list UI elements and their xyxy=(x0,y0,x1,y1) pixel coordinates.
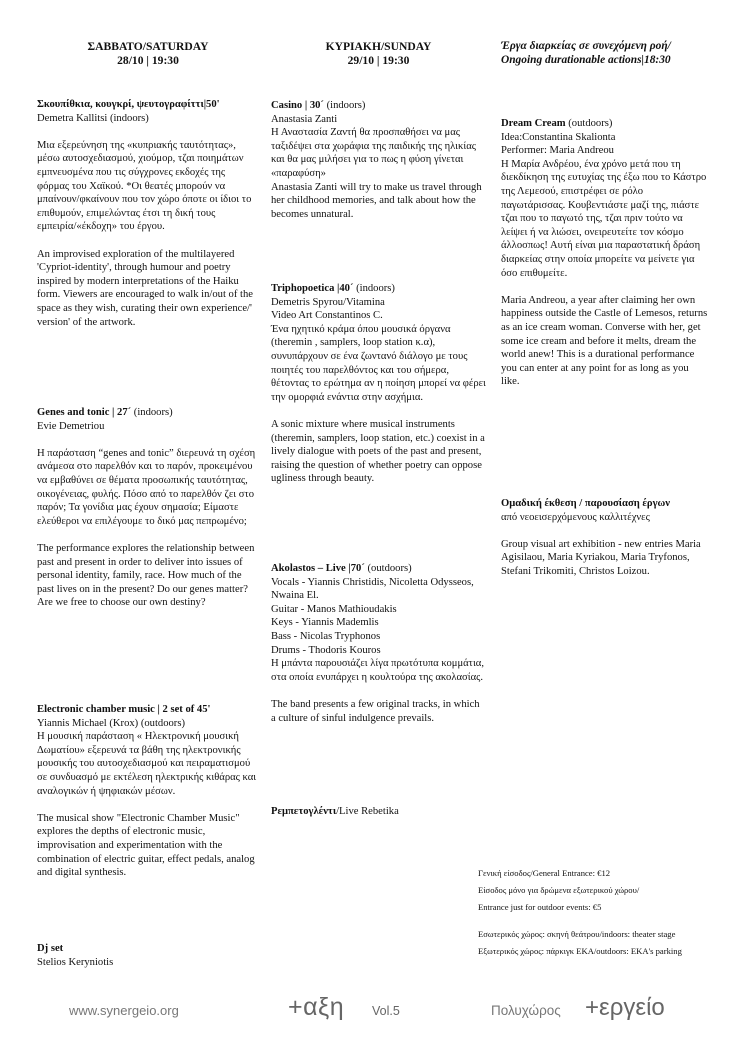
lineup-vocals: Vocals - Yiannis Christidis, Nicoletta Odysseos, Nwaina El. xyxy=(271,576,474,602)
event-rebetika xyxy=(271,805,486,819)
event-description-greek: Η μπάντα παρουσιάζει λίγα πρωτότυπα κομμάτια, στα οποία ενυπάρχει η κουλτούρα της ακολασίας. xyxy=(271,658,484,683)
event-description-english: The performance explores the relationship between past and present in order to deliver into issues of personal identity, family, race. How much of the past lives on in the present? Do our genes matter? Are we free to choose our own destiny? xyxy=(37,542,255,609)
event-description-greek: Ένα ηχητικό κράμα όπου μουσικά όργανα (theremin , samplers, loop station κ.α), συνυπάρχουν σε ένα ζωντανό διάλογο με τους ποιητές του παρελθόντος και του σήμερα, θέτοντας το ερώτημα αν η ποίηση μπορεί να φέρει την ομορφιά ενάντια στην ασχήμια. xyxy=(271,323,486,403)
lineup-guitar: Guitar - Manos Mathioudakis xyxy=(271,603,397,615)
praxi-logo: +αξη xyxy=(288,993,345,1021)
ongoing-heading: Έργα διαρκείας σε συνεχόμενη ροή/ Ongoing durationable actions|18:30 xyxy=(501,40,671,66)
event-subtitle: από νεοεισερχόμενους καλλιτέχνες xyxy=(501,511,650,523)
outdoor-entrance-price: Entrance just for outdoor events: €5 xyxy=(478,902,602,912)
event-title: Dj set xyxy=(37,943,64,954)
event-description-english: A sonic mixture where musical instruments (theremin, samplers, loop station, etc.) coexist in a lively dialogue with poets of the past and present, raising the question of whether poetry can oppose ugliness through beauty. xyxy=(271,418,485,485)
lineup-bass: Bass - Nicolas Tryphonos xyxy=(271,630,381,642)
event-akolastos-live xyxy=(271,562,486,725)
event-title: Genes and tonic | 27´ (indoors) xyxy=(37,407,173,418)
saturday-column xyxy=(37,40,259,968)
ongoing-column xyxy=(501,40,709,577)
event-title: Σκουπίθκια, κουγκρί, ψευτογραφίττι|50' xyxy=(37,99,220,110)
ticket-info xyxy=(478,865,718,960)
lineup-drums: Drums - Thodoris Kouros xyxy=(271,644,381,656)
event-performer: Anastasia Zanti xyxy=(271,113,338,125)
event-video-art: Video Art Constantinos C. xyxy=(271,310,383,322)
event-title: Triphopoetica |40´ (indoors) xyxy=(271,283,395,294)
event-performer: Stelios Keryniotis xyxy=(37,956,114,968)
saturday-date: 28/10 | 19:30 xyxy=(117,54,179,67)
event-description-greek: Η Μαρία Ανδρέου, ένα χρόνο μετά που τη διεκδίκηση της ευτυχίας της έξω που το Κάστρο της Λεμεσού, επιστρέφει σε ρόλο παγωτάρισσας. Κουβεντιάστε μαζί της, πιάστε τζαι που το παγωτό της, τζαι πριν τούτο να λείψει ή να λιώσει, ονειρευτείτε τον κόσμο άλλοσπως! Αυτή είναι μια παραστατική δράση διαρκείας στην οποία μπορείτε να μείνετε για όσο επιθυμείτε. xyxy=(501,158,707,279)
event-casino xyxy=(271,99,486,221)
event-dj-set xyxy=(37,942,259,969)
event-title: Akolastos – Live |70´ (outdoors) xyxy=(271,563,412,574)
event-description-greek: Μια εξερεύνηση της «κυπριακής ταυτότητας», μέσω αυτοσχεδιασμού, χιούμορ, τζαι ποιημάτων εμπνευσμένα που τις σύγχρονες εκδοχές της φόρμας του Χαϊκού. *Οι θεατές μπορούν να μπαίνουν/φκαίνουν που τον χώρο όποτε οι ίδιοι το επιθυμούν, επιμελώντας έτσι τη δική τους εμπειρία/«έκδοχη» του έργου. xyxy=(37,139,252,233)
event-description-english: An improvised exploration of the multilayered 'Cypriot-identity', through humour and poetry inspired by modern interpretations of the Haiku form. Viewers are encouraged to walk in/out of the space as they wish, curating their own experience/' version' of the artwork. xyxy=(37,248,253,328)
outdoor-venue-note: Εξωτερικός χώρος: πάρκιγκ ΕΚΑ/outdoors: EKA's parking xyxy=(478,946,682,956)
event-description-greek: Η Αναστασία Ζαντή θα προσπαθήσει να μας ταξιδέψει στα χωράφια της παιδικής της ηλικίας και θα μας μιλήσει για το πως η φύση γίνεται «παραφύση» xyxy=(271,127,476,179)
general-entrance-price: Γενική είσοδος/General Entrance: €12 xyxy=(478,868,611,878)
volume-label: Vol.5 xyxy=(372,1004,400,1018)
event-performer: Evie Demetriou xyxy=(37,420,105,432)
event-electronic-chamber-music xyxy=(37,703,259,880)
event-description-greek: Η μουσική παράσταση « Ηλεκτρονική μουσική Δωματίου» εξερευνά τα βάθη της ηλεκτρονικής μουσικής του αυτοσχεδιασμού και πειραματισμού σε συνδυασμό με εκτέλεση ηλεκτρικής κιθάρας και αναλογικών ή ψηφιακών μέσων. xyxy=(37,731,257,797)
event-title: Dream Cream (outdoors) xyxy=(501,118,613,129)
event-performer: Demetris Spyrou/Vitamina xyxy=(271,296,385,308)
event-idea: Idea:Constantina Skalionta xyxy=(501,131,616,143)
event-genes-and-tonic xyxy=(37,406,259,610)
website-link[interactable]: www.synergeio.org xyxy=(69,1003,179,1018)
sunday-column xyxy=(271,40,486,817)
indoor-venue-note: Εσωτερικός χώρος: σκηνή θεάτρου/indoors: theater stage xyxy=(478,929,676,939)
event-group-exhibition xyxy=(501,497,709,579)
lineup-keys: Keys - Yiannis Mademlis xyxy=(271,617,379,629)
event-performer: Demetra Kallitsi (indoors) xyxy=(37,112,149,124)
venue-label: Πολυχώρος xyxy=(491,1003,561,1018)
event-title: Ομαδική έκθεση / παρουσίαση έργων xyxy=(501,498,671,509)
event-title: Electronic chamber music | 2 set of 45' xyxy=(37,704,211,715)
event-description-greek: Η παράσταση “genes and tonic” διερευνά τη σχέση ανάμεσα στο παρελθόν και το παρόν, προκειμένου να εμβαθύνει σε θέματα προσωπικής ταυτότητας, οικογένειας, φυλής. Πόσο από το παρελθόν ζει στο παρόν; Τα γονίδια μας έχουν σημασία; Είμαστε ελεύθεροι να επιλέγουμε το δικό μας πεπρωμένο; xyxy=(37,447,256,527)
event-skoupithkia xyxy=(37,98,259,329)
sunday-date: 29/10 | 19:30 xyxy=(347,54,410,67)
outdoor-entrance-label: Είσοδος μόνο για δρώμενα εξωτερικού χώρου/ xyxy=(478,885,640,895)
event-description-english: Anastasia Zanti will try to make us travel through her childhood memories, and talk about how the becomes unnatural. xyxy=(271,181,482,220)
saturday-heading: ΣΑΒΒΑΤΟ/SATURDAY xyxy=(87,40,209,53)
event-description-english: Group visual art exhibition - new entries Maria Agisilaou, Maria Kyriakou, Maria Tryfonos, Stefani Trikomiti, Christos Loizou. xyxy=(501,538,701,577)
event-description-english: The band presents a few original tracks, in which a culture of sinful indulgence prevails. xyxy=(271,698,480,724)
event-triphopoetica xyxy=(271,282,486,486)
event-dream-cream xyxy=(501,117,709,389)
event-description-english: Maria Andreou, a year after claiming her own happiness outside the Castle of Lemesos, returns as an ice cream woman. Converse with her, get some ice cream and before it melts, dream the world anew! This is a durational performance you can enter at any point for as long as you like. xyxy=(501,294,708,388)
event-title: Casino | 30´ (indoors) xyxy=(271,100,366,111)
event-description-english: The musical show "Electronic Chamber Music" explores the depths of electronic music, improvisation and experimentation with the combination of electric guitar, effect pedals, analog and digital synthesis. xyxy=(37,812,255,879)
event-performer: Yiannis Michael (Krox) (outdoors) xyxy=(37,717,185,729)
event-title: Ρεμπετογλέντι/Live Rebetika xyxy=(271,806,399,817)
event-performer: Performer: Maria Andreou xyxy=(501,145,614,157)
sunday-heading: ΚΥΡΙΑΚΗ/SUNDAY xyxy=(325,40,432,53)
synergeio-logo: +εργείο xyxy=(585,994,665,1021)
